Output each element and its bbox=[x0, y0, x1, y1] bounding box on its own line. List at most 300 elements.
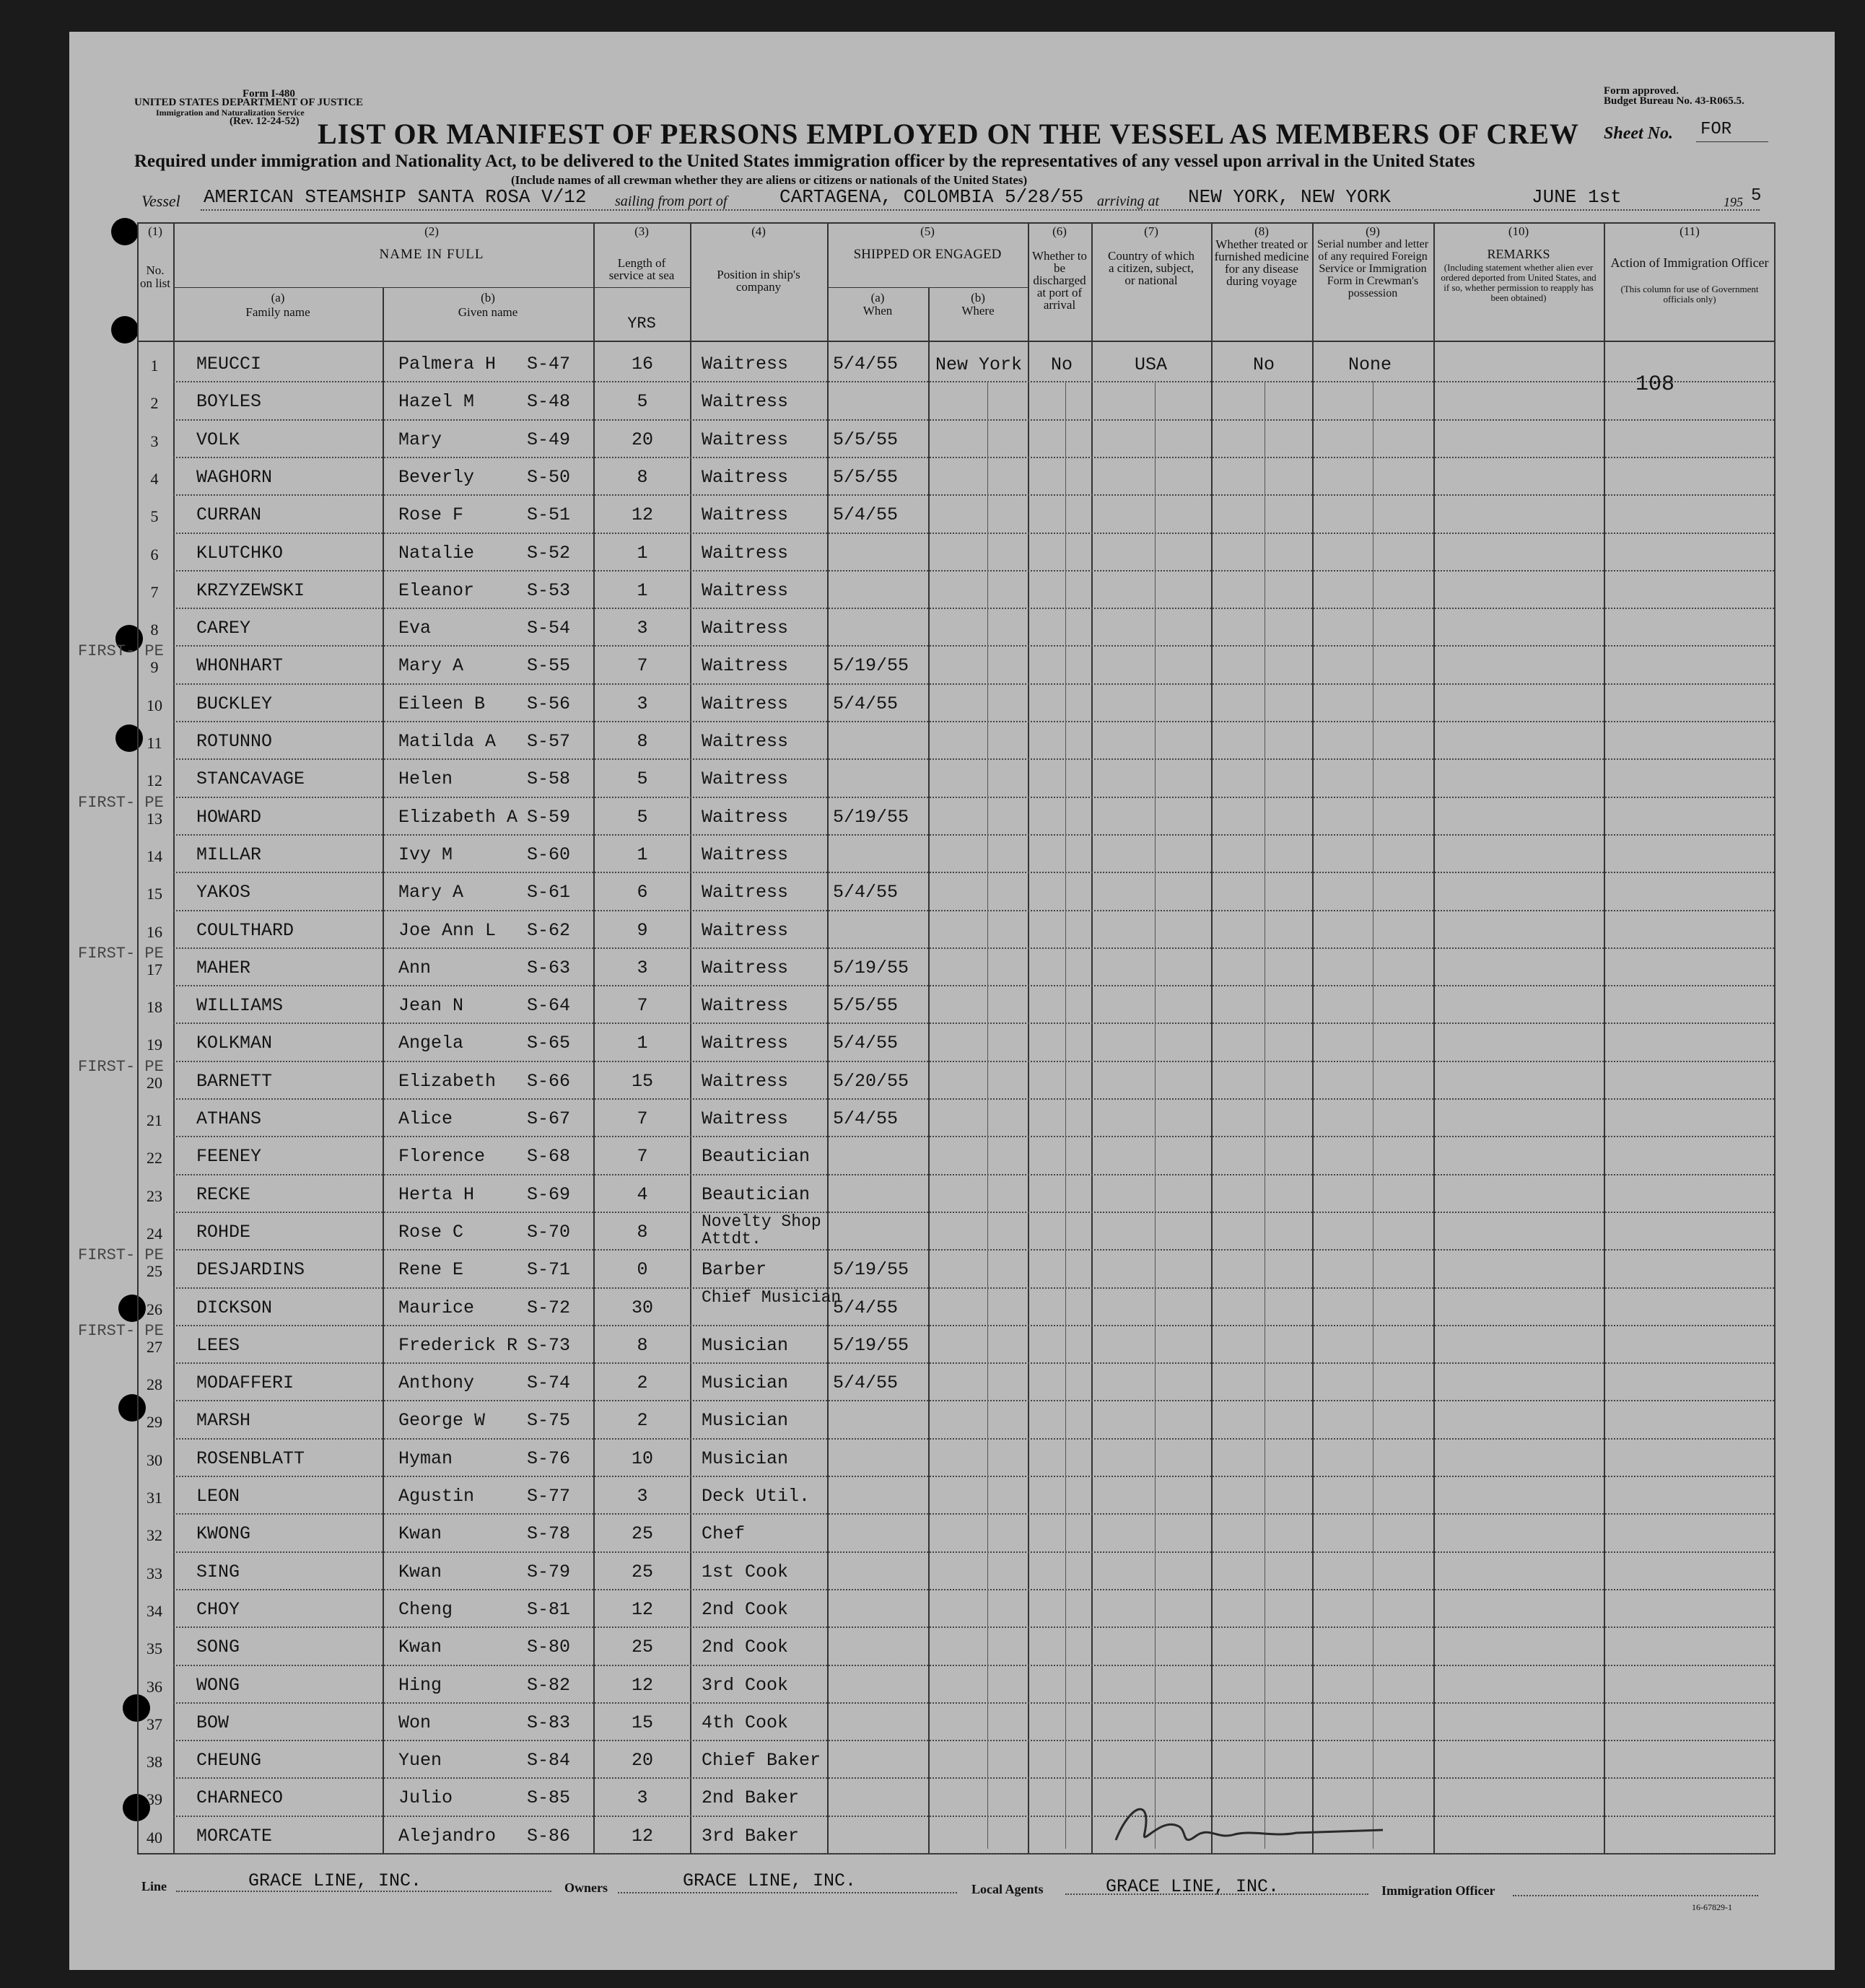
service-years: 25 bbox=[631, 1637, 653, 1658]
column-line bbox=[1433, 222, 1435, 1855]
first-pe-note: FIRST- PE bbox=[78, 793, 164, 812]
position: Novelty Shop Attdt. bbox=[702, 1212, 821, 1248]
row-divider bbox=[173, 1249, 1774, 1251]
shipped-when: 5/19/55 bbox=[833, 957, 909, 978]
officer-underline bbox=[1513, 1895, 1758, 1896]
owners-underline bbox=[618, 1892, 957, 1893]
service-years: 3 bbox=[637, 957, 648, 978]
col-4-header: Position in ship's company bbox=[717, 268, 800, 294]
given-name: Rose C bbox=[398, 1221, 464, 1243]
crew-id: S-70 bbox=[527, 1221, 571, 1243]
col-3-number: (3) bbox=[634, 224, 649, 238]
vessel-underline bbox=[201, 209, 1760, 211]
col-2a-number: (a) bbox=[271, 291, 285, 305]
first-pe-note: FIRST- PE bbox=[78, 1246, 164, 1265]
col-6-number: (6) bbox=[1052, 224, 1067, 238]
col-10-number: (10) bbox=[1508, 224, 1529, 238]
crew-id: S-49 bbox=[527, 429, 571, 450]
crew-id: S-82 bbox=[527, 1674, 571, 1696]
manifest-sheet bbox=[69, 32, 1835, 1970]
col-5-header: SHIPPED OR ENGAGED bbox=[853, 247, 1002, 262]
row-divider bbox=[173, 1287, 1774, 1289]
row-divider bbox=[173, 1589, 1774, 1590]
ditto-mark bbox=[987, 381, 988, 1849]
form-revision: (Rev. 12-24-52) bbox=[230, 115, 300, 127]
owners-label: Owners bbox=[564, 1880, 608, 1895]
row-1-treated: No bbox=[1253, 354, 1275, 375]
row-divider bbox=[173, 1174, 1774, 1175]
shipped-when: 5/19/55 bbox=[833, 1334, 909, 1356]
row-divider bbox=[173, 1740, 1774, 1741]
crew-id: S-74 bbox=[527, 1372, 571, 1394]
col-11-number: (11) bbox=[1680, 224, 1700, 238]
crew-id: S-81 bbox=[527, 1598, 571, 1620]
given-name: Matilda A bbox=[398, 731, 497, 752]
given-name: Alejandro bbox=[398, 1825, 497, 1847]
row-number: 18 bbox=[147, 998, 162, 1017]
given-name: Yuen bbox=[398, 1750, 442, 1772]
row-number: 33 bbox=[147, 1564, 162, 1582]
position: Waitress bbox=[702, 995, 789, 1017]
column-line bbox=[1028, 222, 1029, 1855]
service-years: 12 bbox=[631, 1825, 653, 1847]
row-number: 17 bbox=[147, 960, 162, 978]
crew-id: S-53 bbox=[527, 579, 571, 601]
vessel-name: AMERICAN STEAMSHIP SANTA ROSA V/12 bbox=[204, 186, 587, 208]
col-9-number: (9) bbox=[1366, 224, 1380, 238]
position: Waitress bbox=[702, 466, 789, 488]
family-name: ROSENBLATT bbox=[196, 1448, 305, 1469]
given-name: Maurice bbox=[398, 1297, 475, 1318]
local-agents-label: Local Agents bbox=[971, 1882, 1044, 1896]
position: 2nd Cook bbox=[702, 1637, 789, 1658]
crew-id: S-65 bbox=[527, 1033, 571, 1054]
service-years: 1 bbox=[637, 579, 648, 601]
service-years: 6 bbox=[637, 882, 648, 903]
crew-id: S-69 bbox=[527, 1183, 571, 1205]
row-number: 12 bbox=[147, 771, 162, 790]
position: Waitress bbox=[702, 655, 789, 677]
row-number: 27 bbox=[147, 1337, 162, 1356]
col-4-number: (4) bbox=[751, 224, 766, 238]
shipped-when: 5/4/55 bbox=[833, 1372, 899, 1394]
service-years: 5 bbox=[637, 806, 648, 828]
family-name: WILLIAMS bbox=[196, 995, 284, 1017]
position: Beautician bbox=[702, 1146, 811, 1168]
row-divider bbox=[173, 645, 1774, 647]
given-name: George W bbox=[398, 1410, 486, 1432]
col-2b-header: Given name bbox=[458, 305, 518, 319]
family-name: BUCKLEY bbox=[196, 693, 273, 714]
given-name: Helen bbox=[398, 769, 453, 790]
position: Waitress bbox=[702, 1108, 789, 1129]
col-11-header: Action of Immigration Officer bbox=[1610, 255, 1769, 270]
arrival-year-prefix: 195 bbox=[1724, 195, 1743, 209]
crew-id: S-77 bbox=[527, 1486, 571, 1507]
row-divider bbox=[173, 1816, 1774, 1817]
row-divider bbox=[173, 608, 1774, 609]
service-years: 25 bbox=[631, 1561, 653, 1582]
family-name: BARNETT bbox=[196, 1070, 273, 1092]
column-line bbox=[1604, 222, 1605, 1855]
col-2-header: NAME IN FULL bbox=[379, 247, 484, 262]
budget-bureau: Budget Bureau No. 43-R065.5. bbox=[1604, 95, 1744, 107]
family-name: MODAFFERI bbox=[196, 1372, 294, 1394]
ditto-mark bbox=[1065, 381, 1066, 1849]
given-name: Frederick R bbox=[398, 1334, 518, 1356]
department-name: UNITED STATES DEPARTMENT OF JUSTICE bbox=[134, 97, 364, 108]
given-name: Eva bbox=[398, 618, 432, 639]
position: Waitress bbox=[702, 693, 789, 714]
given-name: Jean N bbox=[398, 995, 464, 1017]
shipped-when: 5/20/55 bbox=[833, 1070, 909, 1092]
col-5b-header: Where bbox=[961, 304, 995, 318]
crew-id: S-66 bbox=[527, 1070, 571, 1092]
position: Waitress bbox=[702, 542, 789, 564]
service-years: 12 bbox=[631, 504, 653, 526]
row-number: 23 bbox=[147, 1186, 162, 1205]
crew-id: S-61 bbox=[527, 882, 571, 903]
family-name: MORCATE bbox=[196, 1825, 273, 1847]
form-number: Form I-480 bbox=[243, 88, 295, 100]
page-title: LIST OR MANIFEST OF PERSONS EMPLOYED ON THE VESSEL AS MEMBERS OF CREW bbox=[318, 118, 1579, 150]
given-name: Rose F bbox=[398, 504, 464, 526]
first-pe-note: FIRST- PE bbox=[78, 642, 164, 661]
row-number: 35 bbox=[147, 1639, 162, 1658]
name-subheader-border bbox=[173, 287, 690, 288]
crew-id: S-60 bbox=[527, 844, 571, 865]
row-divider bbox=[173, 910, 1774, 911]
given-name: Eleanor bbox=[398, 579, 475, 601]
col-3-header: Length of service at sea bbox=[608, 256, 675, 282]
punch-hole bbox=[111, 316, 139, 343]
shipped-when: 5/4/55 bbox=[833, 1033, 899, 1054]
col-2b-number: (b) bbox=[481, 291, 495, 305]
row-number: 4 bbox=[150, 469, 159, 488]
family-name: WAGHORN bbox=[196, 466, 273, 488]
first-pe-note: FIRST- PE bbox=[78, 944, 164, 963]
col-2a-header: Family name bbox=[245, 305, 310, 319]
column-line bbox=[690, 222, 691, 1855]
immigration-officer-label: Immigration Officer bbox=[1381, 1883, 1495, 1898]
family-name: ROTUNNO bbox=[196, 731, 273, 752]
row-number: 31 bbox=[147, 1489, 162, 1507]
given-name: Hazel M bbox=[398, 391, 475, 413]
position: Musician bbox=[702, 1410, 789, 1432]
row-divider bbox=[173, 570, 1774, 572]
family-name: ROHDE bbox=[196, 1221, 251, 1243]
row-divider bbox=[173, 1212, 1774, 1213]
row-number: 2 bbox=[150, 394, 159, 413]
position: Waitress bbox=[702, 957, 789, 978]
line-value: GRACE LINE, INC. bbox=[248, 1870, 422, 1891]
service-years: 7 bbox=[637, 1146, 648, 1168]
vessel-label: Vessel bbox=[141, 192, 180, 210]
row-number: 3 bbox=[150, 432, 159, 450]
row-number: 21 bbox=[147, 1111, 162, 1129]
row-divider bbox=[173, 1400, 1774, 1401]
print-code: 16-67829-1 bbox=[1692, 1902, 1732, 1912]
service-years: 1 bbox=[637, 844, 648, 865]
line-label: Line bbox=[141, 1879, 167, 1893]
given-name: Angela bbox=[398, 1033, 464, 1054]
column-line bbox=[1774, 222, 1776, 1855]
row-divider bbox=[173, 1098, 1774, 1100]
service-name: Immigration and Naturalization Service bbox=[156, 108, 305, 118]
given-name: Ivy M bbox=[398, 844, 453, 865]
ditto-mark bbox=[1155, 381, 1156, 1849]
family-name: RECKE bbox=[196, 1183, 251, 1205]
service-years: 1 bbox=[637, 1033, 648, 1054]
row-number: 36 bbox=[147, 1677, 162, 1696]
shipped-when: 5/19/55 bbox=[833, 655, 909, 677]
given-name: Ann bbox=[398, 957, 432, 978]
agents-underline bbox=[1065, 1893, 1368, 1895]
row-number: 26 bbox=[147, 1300, 162, 1318]
table-top-border bbox=[137, 222, 1776, 224]
row-number: 32 bbox=[147, 1526, 162, 1545]
service-years: 5 bbox=[637, 769, 648, 790]
row-number: 14 bbox=[147, 846, 162, 865]
given-name: Mary A bbox=[398, 655, 464, 677]
given-name: Julio bbox=[398, 1787, 453, 1809]
position: Waitress bbox=[702, 806, 789, 828]
family-name: CURRAN bbox=[196, 504, 262, 526]
shipped-when: 5/5/55 bbox=[833, 466, 899, 488]
family-name: ATHANS bbox=[196, 1108, 262, 1129]
crew-id: S-54 bbox=[527, 618, 571, 639]
given-name: Herta H bbox=[398, 1183, 475, 1205]
given-name: Mary A bbox=[398, 882, 464, 903]
arrival-port: NEW YORK, NEW YORK bbox=[1188, 186, 1391, 208]
given-name: Kwan bbox=[398, 1561, 442, 1582]
crew-id: S-64 bbox=[527, 995, 571, 1017]
row-divider bbox=[173, 1626, 1774, 1628]
given-name: Natalie bbox=[398, 542, 475, 564]
col-11-note: (This column for use of Government officials only) bbox=[1620, 284, 1759, 305]
col-5a-number: (a) bbox=[870, 291, 885, 305]
row-divider bbox=[173, 683, 1774, 685]
row-number: 28 bbox=[147, 1375, 162, 1394]
service-years: 3 bbox=[637, 1486, 648, 1507]
family-name: BOW bbox=[196, 1712, 230, 1733]
row-number: 7 bbox=[150, 582, 159, 601]
service-years: 5 bbox=[637, 391, 648, 413]
position: Musician bbox=[702, 1334, 789, 1356]
owners-value: GRACE LINE, INC. bbox=[683, 1870, 857, 1891]
row-number: 30 bbox=[147, 1450, 162, 1469]
given-name: Elizabeth A bbox=[398, 806, 518, 828]
col-6-header: Whether to be discharged at port of arrival bbox=[1032, 249, 1087, 312]
family-name: KRZYZEWSKI bbox=[196, 579, 305, 601]
position: Musician bbox=[702, 1448, 789, 1469]
position: Waitress bbox=[702, 1033, 789, 1054]
service-years: 16 bbox=[631, 354, 653, 375]
family-name: KLUTCHKO bbox=[196, 542, 284, 564]
row-divider bbox=[173, 1777, 1774, 1779]
position: 3rd Baker bbox=[702, 1825, 800, 1847]
row-divider bbox=[173, 1362, 1774, 1364]
service-years: 7 bbox=[637, 655, 648, 677]
given-name: Beverly bbox=[398, 466, 475, 488]
row-number: 38 bbox=[147, 1753, 162, 1772]
family-name: FEENEY bbox=[196, 1146, 262, 1168]
row-number: 22 bbox=[147, 1149, 162, 1168]
row-divider bbox=[173, 985, 1774, 986]
position: Musician bbox=[702, 1372, 789, 1394]
service-years: 8 bbox=[637, 1221, 648, 1243]
crew-id: S-50 bbox=[527, 466, 571, 488]
position: 1st Cook bbox=[702, 1561, 789, 1582]
shipped-when: 5/19/55 bbox=[833, 806, 909, 828]
family-name: VOLK bbox=[196, 429, 240, 450]
row-1-where: New York bbox=[935, 354, 1023, 375]
service-years: 2 bbox=[637, 1372, 648, 1394]
crew-id: S-80 bbox=[527, 1637, 571, 1658]
position: Waitress bbox=[702, 429, 789, 450]
shipped-when: 5/19/55 bbox=[833, 1259, 909, 1281]
col-10-note: (Including statement whether alien ever ordered deported from United States, and if so, whether permission to reapply has been obtained) bbox=[1441, 262, 1597, 303]
crew-id: S-71 bbox=[527, 1259, 571, 1281]
row-divider bbox=[173, 381, 1774, 382]
sailing-label: sailing from port of bbox=[615, 193, 728, 209]
col-5a-header: When bbox=[862, 304, 893, 318]
service-years: 7 bbox=[637, 995, 648, 1017]
col-1-number: (1) bbox=[148, 224, 162, 238]
column-line bbox=[827, 222, 829, 1855]
row-divider bbox=[173, 457, 1774, 458]
row-divider bbox=[173, 872, 1774, 873]
divider bbox=[1696, 141, 1768, 142]
service-years: 8 bbox=[637, 466, 648, 488]
family-name: MILLAR bbox=[196, 844, 262, 865]
row-number: 8 bbox=[150, 621, 159, 639]
family-name: DICKSON bbox=[196, 1297, 273, 1318]
service-years: 0 bbox=[637, 1259, 648, 1281]
col-5-number: (5) bbox=[920, 224, 935, 238]
row-number: 1 bbox=[150, 356, 159, 375]
col-8-header: Whether treated or furnished medicine for any disease during voyage bbox=[1214, 237, 1309, 288]
position: 2nd Baker bbox=[702, 1787, 800, 1809]
row-number: 10 bbox=[147, 696, 162, 714]
family-name: KWONG bbox=[196, 1523, 251, 1545]
shipped-when: 5/4/55 bbox=[833, 504, 899, 526]
instruction-note: (Include names of all crewman whether they are aliens or citizens or nationals of the United States) bbox=[511, 173, 1028, 187]
family-name: DESJARDINS bbox=[196, 1259, 305, 1281]
given-name: Kwan bbox=[398, 1523, 442, 1545]
family-name: MEUCCI bbox=[196, 354, 262, 375]
crew-id: S-79 bbox=[527, 1561, 571, 1582]
row-divider bbox=[173, 1702, 1774, 1704]
given-name: Joe Ann L bbox=[398, 919, 497, 941]
line-underline bbox=[176, 1891, 551, 1892]
crew-id: S-67 bbox=[527, 1108, 571, 1129]
row-divider bbox=[173, 1551, 1774, 1553]
first-pe-note: FIRST- PE bbox=[78, 1057, 164, 1076]
col-10-header: REMARKS bbox=[1487, 247, 1550, 261]
given-name: Agustin bbox=[398, 1486, 475, 1507]
row-divider bbox=[173, 758, 1774, 760]
row-number: 19 bbox=[147, 1035, 162, 1054]
family-name: LEES bbox=[196, 1334, 240, 1356]
position: Waitress bbox=[702, 391, 789, 413]
row-number: 15 bbox=[147, 885, 162, 903]
service-years: 12 bbox=[631, 1674, 653, 1696]
row-number: 37 bbox=[147, 1715, 162, 1733]
col-7-number: (7) bbox=[1144, 224, 1158, 238]
crew-id: S-75 bbox=[527, 1410, 571, 1432]
row-1-country: USA bbox=[1135, 354, 1168, 375]
service-years: 30 bbox=[631, 1297, 653, 1318]
column-line bbox=[1211, 222, 1213, 1855]
position: Waitress bbox=[702, 882, 789, 903]
service-years: 8 bbox=[637, 731, 648, 752]
service-years: 15 bbox=[631, 1070, 653, 1092]
family-name: STANCAVAGE bbox=[196, 769, 305, 790]
column-line bbox=[1312, 222, 1314, 1855]
family-name: BOYLES bbox=[196, 391, 262, 413]
crew-id: S-55 bbox=[527, 655, 571, 677]
row-divider bbox=[173, 1061, 1774, 1062]
given-name: Alice bbox=[398, 1108, 453, 1129]
shipped-when: 5/4/55 bbox=[833, 1108, 899, 1129]
row-divider bbox=[173, 1665, 1774, 1666]
service-years: 3 bbox=[637, 1787, 648, 1809]
shipped-when: 5/4/55 bbox=[833, 1297, 899, 1318]
position: Waitress bbox=[702, 919, 789, 941]
row-divider bbox=[173, 419, 1774, 421]
service-years: 2 bbox=[637, 1410, 648, 1432]
form-approved: Form approved. bbox=[1604, 85, 1679, 97]
position: Waitress bbox=[702, 731, 789, 752]
subtitle: Required under immigration and Nationality Act, to be delivered to the United States immigration officer by the representatives of any vessel upon arrival in the United States bbox=[134, 152, 1475, 171]
family-name: LEON bbox=[196, 1486, 240, 1507]
shipped-when: 5/5/55 bbox=[833, 429, 899, 450]
first-pe-note: FIRST- PE bbox=[78, 1321, 164, 1340]
family-name: CHARNECO bbox=[196, 1787, 284, 1809]
family-name: SING bbox=[196, 1561, 240, 1582]
position: Waitress bbox=[702, 504, 789, 526]
crew-id: S-48 bbox=[527, 391, 571, 413]
family-name: HOWARD bbox=[196, 806, 262, 828]
col-3-unit: YRS bbox=[627, 315, 656, 333]
row-divider bbox=[173, 1023, 1774, 1024]
family-name: YAKOS bbox=[196, 882, 251, 903]
position: 2nd Cook bbox=[702, 1598, 789, 1620]
column-line bbox=[383, 287, 384, 1855]
stamp-number: 108 bbox=[1635, 372, 1675, 397]
row-divider bbox=[173, 1476, 1774, 1477]
row-divider bbox=[173, 1136, 1774, 1137]
row-number: 40 bbox=[147, 1828, 162, 1847]
crew-id: S-62 bbox=[527, 919, 571, 941]
given-name: Elizabeth bbox=[398, 1070, 497, 1092]
given-name: Florence bbox=[398, 1146, 486, 1168]
crew-id: S-63 bbox=[527, 957, 571, 978]
position: Chief Musician bbox=[702, 1287, 842, 1307]
sailing-port: CARTAGENA, COLOMBIA 5/28/55 bbox=[779, 186, 1084, 208]
crew-id: S-73 bbox=[527, 1334, 571, 1356]
crew-id: S-68 bbox=[527, 1146, 571, 1168]
position: Waitress bbox=[702, 579, 789, 601]
service-years: 20 bbox=[631, 429, 653, 450]
sheet-number-label: Sheet No. bbox=[1604, 124, 1673, 143]
given-name: Eileen B bbox=[398, 693, 486, 714]
family-name: CHOY bbox=[196, 1598, 240, 1620]
given-name: Won bbox=[398, 1712, 432, 1733]
crew-id: S-84 bbox=[527, 1750, 571, 1772]
row-number: 25 bbox=[147, 1262, 162, 1281]
